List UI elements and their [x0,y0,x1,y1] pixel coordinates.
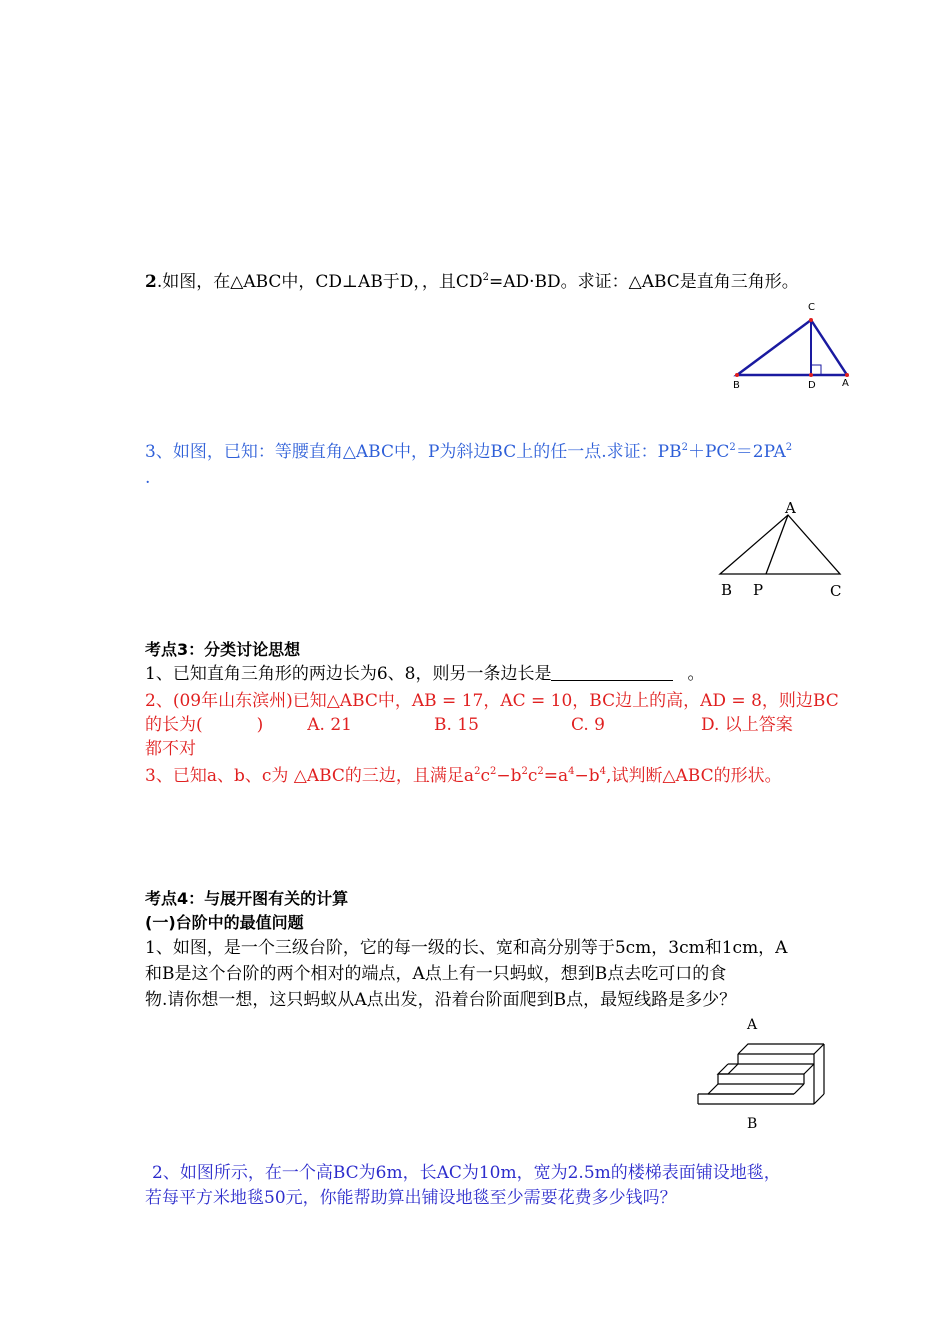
q3-text [145,440,792,464]
kaodian3-q2-line3: 都不对 [145,739,196,759]
right-angle-mark [811,365,821,375]
kaodian3-q1 [145,662,704,686]
q3-text-part3: ＝2PA [735,442,786,462]
stairs-label-b: B [747,1116,758,1132]
q2-text-part2: =AD·BD。求证：△ABC是直角三角形。 [488,272,799,292]
label-b: B [721,581,733,599]
q3-sup-c: 2 [785,442,793,453]
label-d: D [808,380,816,391]
kaodian4-title: 考点4：与展开图有关的计算 [145,889,349,908]
option-b: B. 15 [434,715,479,735]
kaodian4-q1-line1: 1、如图，是一个三级台阶，它的每一级的长、宽和高分别等于5cm，3cm和1cm，A [145,938,788,958]
q3-sup-b: 2 [729,442,736,453]
q2-line2-b: ) [256,715,264,735]
kaodian4-q1-line2: 和B是这个台阶的两个相对的端点，A点上有一只蚂蚁，想到B点去吃可口的食 [145,964,727,984]
q3-sup3: 2 [521,766,528,777]
kaodian3-q2-line2 [145,713,793,737]
q2-text-part1: .如图，在△ABC中，CD⊥AB于D，，且CD [156,272,483,292]
q2-text [145,270,799,294]
option-c: C. 9 [570,715,605,735]
kaodian3-q1-text: 1、已知直角三角形的两边长为6、8，则另一条边长是 [145,664,552,684]
label-a: A [842,378,849,389]
q3-part-e: =a [543,766,569,786]
q3-trailing-dot: . [145,468,151,488]
q3-part-b: c [480,766,490,786]
stairs-label-a: A [747,1017,758,1033]
kaodian3-title: 考点3：分类讨论思想 [145,640,301,659]
point-d [809,373,813,377]
point-a [845,373,849,377]
q3-part-c: −b [496,766,522,786]
q3-sup5: 4 [568,766,575,777]
q3-text-part1: 3、如图，已知：等腰直角△ABC中，P为斜边BC上的任一点.求证：PB [145,442,682,462]
stairs-drawing [698,1044,824,1104]
q3-sup1: 2 [474,766,481,777]
option-d: D. 以上答案 [700,715,793,735]
q2-sup: 2 [482,272,489,283]
q3-part-f: −b [574,766,600,786]
kaodian3-q3 [145,764,782,788]
point-c [809,318,813,322]
q3-sup6: 4 [599,766,607,777]
q3-text-part2: ＋PC [687,442,730,462]
q2-line2-a: 的长为( [145,715,203,735]
q3-sup2: 2 [489,766,497,777]
q3-part-d: c [527,766,538,786]
q3-sup-a: 2 [681,442,688,453]
option-a: A. 21 [307,715,352,735]
kaodian4-subtitle: (一)台阶中的最值问题 [145,913,304,932]
q3-sup4: 2 [537,766,544,777]
kaodian4-q1-line3: 物.请你想一想，这只蚂蚁从A点出发，沿着台阶面爬到B点，最短线路是多少？ [145,990,737,1010]
q2-number: 2 [145,272,157,292]
q3-part-a: 3、已知a、b、c为 △ABC的三边，且满足a [145,766,475,786]
label-c: C [830,582,842,600]
q3-triangle-figure [712,497,852,602]
stairs-figure [690,1010,840,1138]
kaodian3-q2-line1: 2、(09年山东滨州)已知△ABC中，AB = 17，AC = 10，BC边上的高，AD = 8，则边BC [145,691,839,711]
triangle-abc-isosceles [720,515,840,574]
q3-part-g: ,试判断△ABC的形状。 [606,766,782,786]
label-a: A [785,499,796,517]
label-b: B [733,380,740,391]
point-b [735,373,739,377]
answer-blank[interactable] [551,664,673,681]
kaodian3-q1-end: 。 [687,664,705,684]
triangle-abc [737,320,847,375]
q2-triangle-figure [725,298,855,393]
label-p: P [753,581,764,599]
label-c: C [808,302,815,313]
kaodian4-q2-line1: 2、如图所示，在一个高BC为6m，长AC为10m，宽为2.5m的楼梯表面铺设地毯， [152,1163,781,1183]
kaodian4-q2-line2: 若每平方米地毯50元，你能帮助算出铺设地毯至少需要花费多少钱吗？ [145,1188,677,1208]
